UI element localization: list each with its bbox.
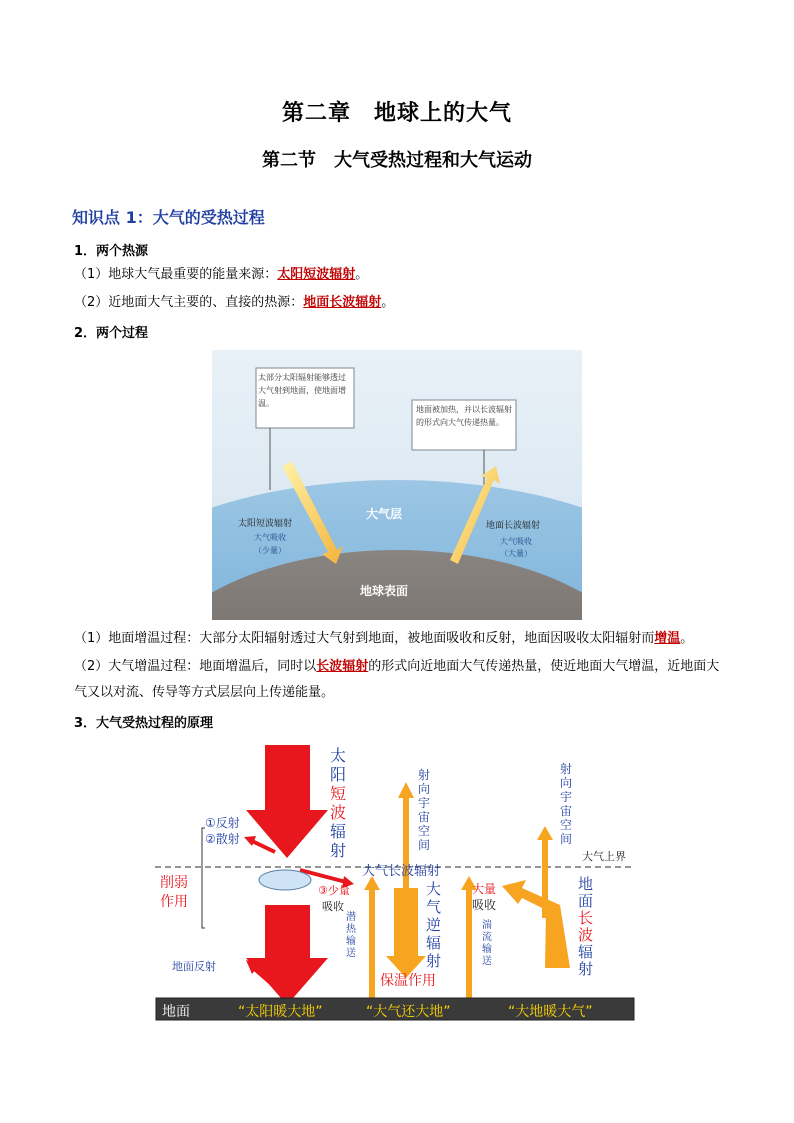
scatter-label: ②散射 [205,832,240,846]
large-label: 大量 [472,882,497,896]
ground-lw-char1: 地 [578,875,594,893]
part3-heading: 3．大气受热过程的原理 [74,716,214,731]
shortwave-sub2: （少量） [254,546,286,555]
solar-char1: 太 [329,746,346,765]
ground-label: 地面 [162,1004,190,1020]
p1-suffix: 。 [680,631,694,646]
small-absorb-label: ③少量 [318,884,350,897]
part1-item1 [74,266,368,284]
reflect-arrow [250,840,275,852]
latent-heat-label: 潜热输送 [346,912,356,959]
atm-longwave-label: 大气长波辐射 [362,864,441,879]
p1-prefix: （1）地面增温过程：大部分太阳辐射透过大气射到地面，被地面吸收和反射，地面因吸收太阳辐射而 [74,631,655,646]
p2-key: 长波辐射 [316,659,369,674]
latent-heat-arrow [369,888,375,998]
item1-suffix: 。 [355,267,369,282]
absorb-label: 吸收 [322,900,344,913]
weaken-line2: 作用 [160,894,188,910]
counter-char3: 逆 [426,916,442,934]
part2-heading: 2．两个过程 [74,326,149,341]
solar-char3: 短 [329,784,346,803]
ground-lw-char3: 长 [578,909,594,927]
item2-suffix: 。 [381,295,395,310]
space-arrow-left [403,796,409,896]
weaken-line1: 削弱 [160,875,188,891]
to-space-label-left: 射向宇宙空间 [418,768,431,852]
p2-suffix: 的形式向近地面大气传递热量，使近地面大气增温，近地面大气又以对流、传导等方式层层向上传递能量。 [74,659,720,700]
callout-left-text: 太部分太阳辐射能够透过大气射到地面，使地面增温。 [258,373,346,408]
surface-label: 地球表面 [360,584,409,598]
counter-char4: 辐 [426,934,442,952]
turbulent-label: 湍流输送 [482,920,492,967]
ground-lw-char6: 射 [578,960,594,978]
longwave-sub: 大气吸收 [500,537,532,546]
shortwave-sub: 大气吸收 [254,533,286,542]
part1-heading: 1．两个热源 [74,244,149,259]
reflect-label: ①反射 [205,816,240,830]
slogan-3: “大地暖大气” [508,1004,593,1020]
counter-radiation-label [426,880,444,970]
part2-paragraph1 [74,626,724,652]
keep-warm-label: 保温作用 [380,973,436,989]
slogan-2: “大气还大地” [366,1004,451,1020]
shortwave-label: 太阳短波辐射 [238,519,293,529]
solar-char5: 辐 [329,822,346,841]
counter-char1: 大 [426,880,442,898]
item2-key: 地面长波辐射 [303,295,382,310]
cloud-icon [259,870,311,890]
ground-lw-char5: 辐 [578,943,594,961]
callout-right-text: 地面被加热，并以长波辐射的形式向大气传递热量。 [416,405,512,427]
solar-radiation-arrow [246,745,328,858]
counter-char2: 气 [426,898,442,916]
part1-item2 [74,294,394,312]
atmosphere-label: 大气层 [366,507,403,521]
solar-char2: 阳 [329,765,346,784]
solar-down-arrow [246,905,328,1005]
knowledge-point-heading: 知识点 1：大气的受热过程 [72,208,265,227]
solar-label [328,746,348,860]
ground-lw-char2: 面 [578,892,594,910]
item1-key: 太阳短波辐射 [277,267,356,282]
solar-char4: 波 [329,803,346,822]
to-space-label-right: 射向宇宙空间 [560,762,573,846]
weaken-label [160,874,188,912]
longwave-sub2: （大量） [500,549,532,558]
counter-radiation-arrow [394,888,418,958]
section-title: 第二节 大气受热过程和大气运动 [262,150,532,171]
p2-prefix: （2）大气增温过程：地面增温后，同时以 [74,659,317,674]
solar-char6: 射 [329,841,346,860]
large-absorb-label: 吸收 [472,898,497,912]
top-boundary-label: 大气上界 [582,850,626,863]
counter-char5: 射 [426,952,442,970]
part2-paragraph2 [74,654,724,706]
slogan-1: “太阳暖大地” [238,1004,323,1020]
item2-prefix: （2）近地面大气主要的、直接的热源： [74,295,304,310]
ground-reflect-label: 地面反射 [172,960,216,973]
chapter-title: 第二章 地球上的大气 [281,100,512,126]
item1-prefix: （1）地球大气最重要的能量来源： [74,267,278,282]
ground-lw-char4: 波 [578,926,594,944]
p1-key: 增温 [654,631,681,646]
ground-longwave-arrow [502,880,570,968]
longwave-label: 地面长波辐射 [486,521,541,531]
ground-longwave-label [578,876,596,978]
